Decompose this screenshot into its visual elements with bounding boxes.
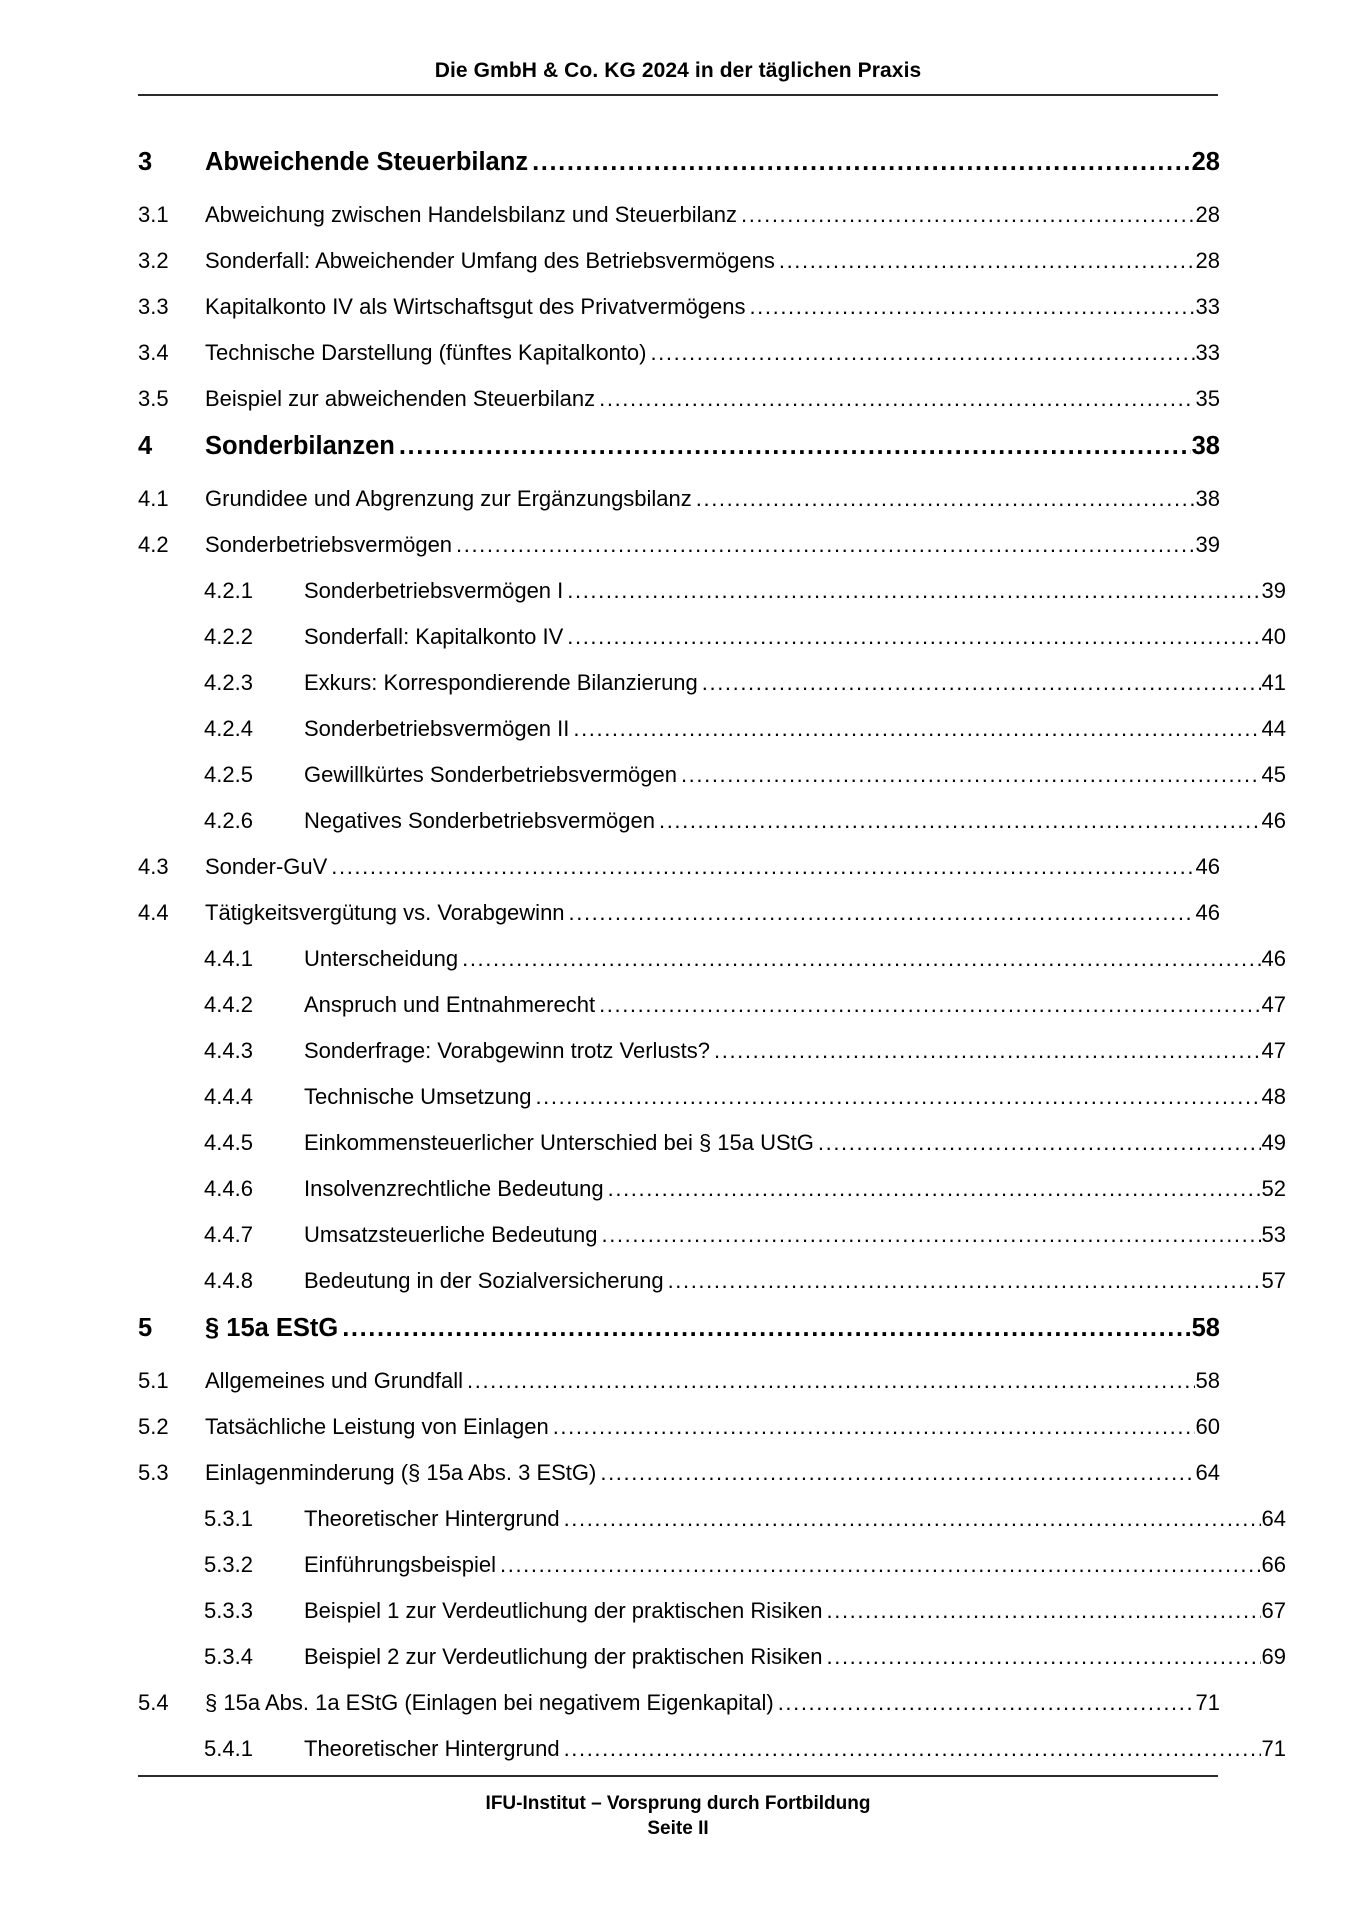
toc-entry[interactable] [138,762,1286,808]
toc-entry-label: § 15a Abs. 1a EStG (Einlagen bei negativem Eigenkapital) [205,1690,774,1715]
toc-entry[interactable] [138,148,1220,202]
toc-entry-label: § 15a EStG [205,1314,339,1342]
toc-entry[interactable] [138,1414,1220,1460]
toc-leader-dots [668,1268,1261,1294]
toc-entry-label: Beispiel 1 zur Verdeutlichung der praktischen Risiken [304,1598,823,1623]
toc-entry-number: 4.2.4 [204,716,253,741]
toc-leader-dots [650,340,1194,366]
toc-entry[interactable] [138,486,1220,532]
toc-entry[interactable] [138,294,1220,340]
toc-leader-dots [569,900,1195,926]
toc-entry[interactable] [138,1598,1286,1644]
toc-entry-number: 3.3 [138,294,169,319]
toc-entry-label: Sonder-GuV [205,854,328,879]
toc-entry-number: 5 [138,1314,153,1342]
toc-entry-label: Einkommensteuerlicher Unterschied bei § 15a UStG [304,1130,814,1155]
toc-entry-page-number: 33 [1195,340,1220,365]
toc-entry-number: 3.5 [138,386,169,411]
toc-leader-dots [702,670,1261,696]
toc-entry-label: Einführungsbeispiel [304,1552,497,1577]
toc-leader-dots [535,1084,1260,1110]
toc-entry[interactable] [138,670,1286,716]
toc-leader-dots [818,1130,1261,1156]
toc-entry-number: 3.2 [138,248,169,273]
toc-entry-page-number: 28 [1191,148,1220,176]
toc-entry-label: Technische Umsetzung [304,1084,532,1109]
toc-entry-number: 3 [138,148,153,176]
toc-entry-number: 4.4.7 [204,1222,253,1247]
toc-entry-label: Beispiel zur abweichenden Steuerbilanz [205,386,596,411]
toc-entry-label: Sonderfrage: Vorabgewinn trotz Verlusts? [304,1038,711,1063]
toc-entry-page-number: 66 [1261,1552,1286,1577]
toc-entry[interactable] [138,432,1220,486]
toc-entry-number: 5.3.3 [204,1598,253,1623]
toc-leader-dots [608,1176,1261,1202]
toc-entry-label: Sonderfall: Kapitalkonto IV [304,624,564,649]
toc-entry[interactable] [138,716,1286,762]
toc-entry-page-number: 39 [1261,578,1286,603]
toc-entry-page-number: 28 [1195,248,1220,273]
toc-entry-page-number: 71 [1195,1690,1220,1715]
toc-entry-number: 4.2 [138,532,169,557]
toc-entry-page-number: 60 [1195,1414,1220,1439]
toc-entry-number: 4.4.4 [204,1084,253,1109]
toc-entry-label: Sonderbetriebsvermögen I [304,578,564,603]
toc-leader-dots [342,1314,1190,1343]
toc-entry-label: Allgemeines und Grundfall [205,1368,464,1393]
toc-entry-label: Grundidee und Abgrenzung zur Ergänzungsbilanz [205,486,692,511]
toc-leader-dots [659,808,1261,834]
toc-entry-number: 5.3.4 [204,1644,253,1669]
toc-entry-label: Sonderbetriebsvermögen II [304,716,570,741]
toc-entry-number: 5.4.1 [204,1736,253,1761]
toc-leader-dots [331,854,1194,880]
toc-entry-number: 4.4.6 [204,1176,253,1201]
toc-entry-number: 3.1 [138,202,169,227]
toc-entry[interactable] [138,1222,1286,1268]
toc-entry[interactable] [138,1506,1286,1552]
toc-leader-dots [827,1598,1261,1624]
toc-entry-label: Theoretischer Hintergrund [304,1736,560,1761]
toc-leader-dots [564,1506,1261,1532]
toc-entry-number: 4.2.2 [204,624,253,649]
toc-entry[interactable] [138,1176,1286,1222]
toc-leader-dots [462,946,1260,972]
toc-entry[interactable] [138,992,1286,1038]
toc-entry-number: 5.1 [138,1368,169,1393]
toc-entry-page-number: 38 [1191,432,1220,460]
toc-leader-dots [500,1552,1260,1578]
toc-entry-label: Abweichung zwischen Handelsbilanz und Steuerbilanz [205,202,737,227]
toc-entry-label: Sonderfall: Abweichender Umfang des Betriebsvermögens [205,248,775,273]
toc-entry-label: Tatsächliche Leistung von Einlagen [205,1414,549,1439]
toc-entry-page-number: 41 [1261,670,1286,695]
toc-entry-label: Tätigkeitsvergütung vs. Vorabgewinn [205,900,565,925]
toc-entry-label: Sonderbilanzen [205,432,395,460]
toc-entry-page-number: 69 [1261,1644,1286,1669]
toc-entry[interactable] [138,340,1220,386]
toc-entry-page-number: 46 [1261,808,1286,833]
toc-entry-label: Exkurs: Korrespondierende Bilanzierung [304,670,698,695]
toc-entry-number: 5.3.2 [204,1552,253,1577]
page-header [138,58,1218,96]
toc-entry-label: Einlagenminderung (§ 15a Abs. 3 EStG) [205,1460,597,1485]
toc-entry-label: Abweichende Steuerbilanz [205,148,529,176]
toc-entry-page-number: 57 [1261,1268,1286,1293]
toc-leader-dots [599,386,1194,412]
toc-entry-number: 4.4 [138,900,169,925]
toc-entry-page-number: 44 [1261,716,1286,741]
toc-entry-page-number: 46 [1195,900,1220,925]
toc-entry[interactable] [138,202,1220,248]
footer-divider [138,1775,1218,1777]
toc-entry-label: Unterscheidung [304,946,459,971]
toc-leader-dots [779,248,1195,274]
toc-entry[interactable] [138,1644,1286,1690]
toc-entry-number: 4.2.5 [204,762,253,787]
toc-leader-dots [467,1368,1194,1394]
toc-entry[interactable] [138,1038,1286,1084]
toc-entry-page-number: 33 [1195,294,1220,319]
toc-entry-page-number: 58 [1191,1314,1220,1342]
toc-entry-label: Theoretischer Hintergrund [304,1506,560,1531]
toc-entry-label: Bedeutung in der Sozialversicherung [304,1268,664,1293]
toc-entry-label: Anspruch und Entnahmerecht [304,992,596,1017]
toc-entry-page-number: 58 [1195,1368,1220,1393]
toc-leader-dots [532,148,1191,177]
toc-leader-dots [696,486,1195,512]
footer-page-label: Seite II [647,1818,709,1840]
toc-entry[interactable] [138,532,1220,578]
toc-entry[interactable] [138,1552,1286,1598]
toc-entry-number: 4.4.3 [204,1038,253,1063]
toc-leader-dots [681,762,1261,788]
header-divider [138,94,1218,96]
toc-entry[interactable] [138,1314,1220,1368]
toc-entry-number: 4.4.2 [204,992,253,1017]
toc-leader-dots [399,432,1191,461]
toc-entry[interactable] [138,808,1286,854]
toc-entry-label: Umsatzsteuerliche Bedeutung [304,1222,598,1247]
toc-entry[interactable] [138,1368,1220,1414]
toc-entry-page-number: 47 [1261,992,1286,1017]
toc-entry-number: 4.3 [138,854,169,879]
toc-entry[interactable] [138,578,1286,624]
toc-entry-label: Sonderbetriebsvermögen [205,532,453,557]
toc-entry-number: 4.4.5 [204,1130,253,1155]
toc-entry-page-number: 40 [1261,624,1286,649]
footer-institute-name: IFU-Institut – Vorsprung durch Fortbildung [485,1792,871,1814]
toc-entry[interactable] [138,248,1220,294]
toc-entry[interactable] [138,1084,1286,1130]
toc-entry-page-number: 47 [1261,1038,1286,1063]
toc-entry-number: 4 [138,432,153,460]
toc-entry-number: 5.4 [138,1690,169,1715]
toc-entry[interactable] [138,1268,1286,1314]
toc-entry-page-number: 52 [1261,1176,1286,1201]
toc-entry-page-number: 39 [1195,532,1220,557]
toc-entry-label: Beispiel 2 zur Verdeutlichung der praktischen Risiken [304,1644,823,1669]
toc-entry-page-number: 71 [1261,1736,1286,1761]
toc-entry-page-number: 67 [1261,1598,1286,1623]
toc-entry-number: 4.4.1 [204,946,253,971]
toc-leader-dots [714,1038,1260,1064]
toc-entry[interactable] [138,624,1286,670]
toc-leader-dots [741,202,1195,228]
toc-entry[interactable] [138,1130,1286,1176]
toc-entry-page-number: 64 [1195,1460,1220,1485]
toc-leader-dots [778,1690,1195,1716]
toc-entry-number: 5.3 [138,1460,169,1485]
toc-entry-label: Gewillkürtes Sonderbetriebsvermögen [304,762,677,787]
toc-entry-number: 4.1 [138,486,169,511]
toc-leader-dots [749,294,1194,320]
toc-entry-label: Insolvenzrechtliche Bedeutung [304,1176,604,1201]
toc-entry-page-number: 46 [1261,946,1286,971]
toc-entry-page-number: 53 [1261,1222,1286,1247]
toc-entry-number: 5.2 [138,1414,169,1439]
toc-entry-page-number: 46 [1195,854,1220,879]
toc-entry[interactable] [138,946,1286,992]
toc-leader-dots [567,624,1260,650]
toc-entry-number: 3.4 [138,340,169,365]
toc-leader-dots [553,1414,1195,1440]
toc-entry-label: Technische Darstellung (fünftes Kapitalkonto) [205,340,647,365]
toc-entry[interactable] [138,854,1220,900]
toc-entry-page-number: 38 [1195,486,1220,511]
toc-entry-number: 4.2.3 [204,670,253,695]
toc-entry-label: Kapitalkonto IV als Wirtschaftsgut des Privatvermögens [205,294,746,319]
toc-leader-dots [567,578,1260,604]
table-of-contents [138,148,1286,1782]
toc-entry[interactable] [138,1690,1220,1736]
header-title: Die GmbH & Co. KG 2024 in der täglichen Praxis [434,59,922,82]
toc-leader-dots [600,1460,1194,1486]
toc-leader-dots [564,1736,1261,1762]
toc-entry-number: 5.3.1 [204,1506,253,1531]
toc-leader-dots [827,1644,1261,1670]
toc-leader-dots [456,532,1194,558]
toc-entry[interactable] [138,900,1220,946]
toc-entry-page-number: 45 [1261,762,1286,787]
toc-entry-page-number: 48 [1261,1084,1286,1109]
toc-entry[interactable] [138,1460,1220,1506]
toc-leader-dots [599,992,1260,1018]
toc-entry-label: Negatives Sonderbetriebsvermögen [304,808,655,833]
toc-entry-number: 4.2.6 [204,808,253,833]
toc-entry-number: 4.4.8 [204,1268,253,1293]
toc-entry[interactable] [138,386,1220,432]
toc-leader-dots [573,716,1260,742]
toc-entry-page-number: 28 [1195,202,1220,227]
toc-entry-number: 4.2.1 [204,578,253,603]
toc-entry-page-number: 35 [1195,386,1220,411]
toc-entry-page-number: 64 [1261,1506,1286,1531]
page-footer [138,1775,1218,1842]
toc-leader-dots [602,1222,1261,1248]
toc-entry-page-number: 49 [1261,1130,1286,1155]
